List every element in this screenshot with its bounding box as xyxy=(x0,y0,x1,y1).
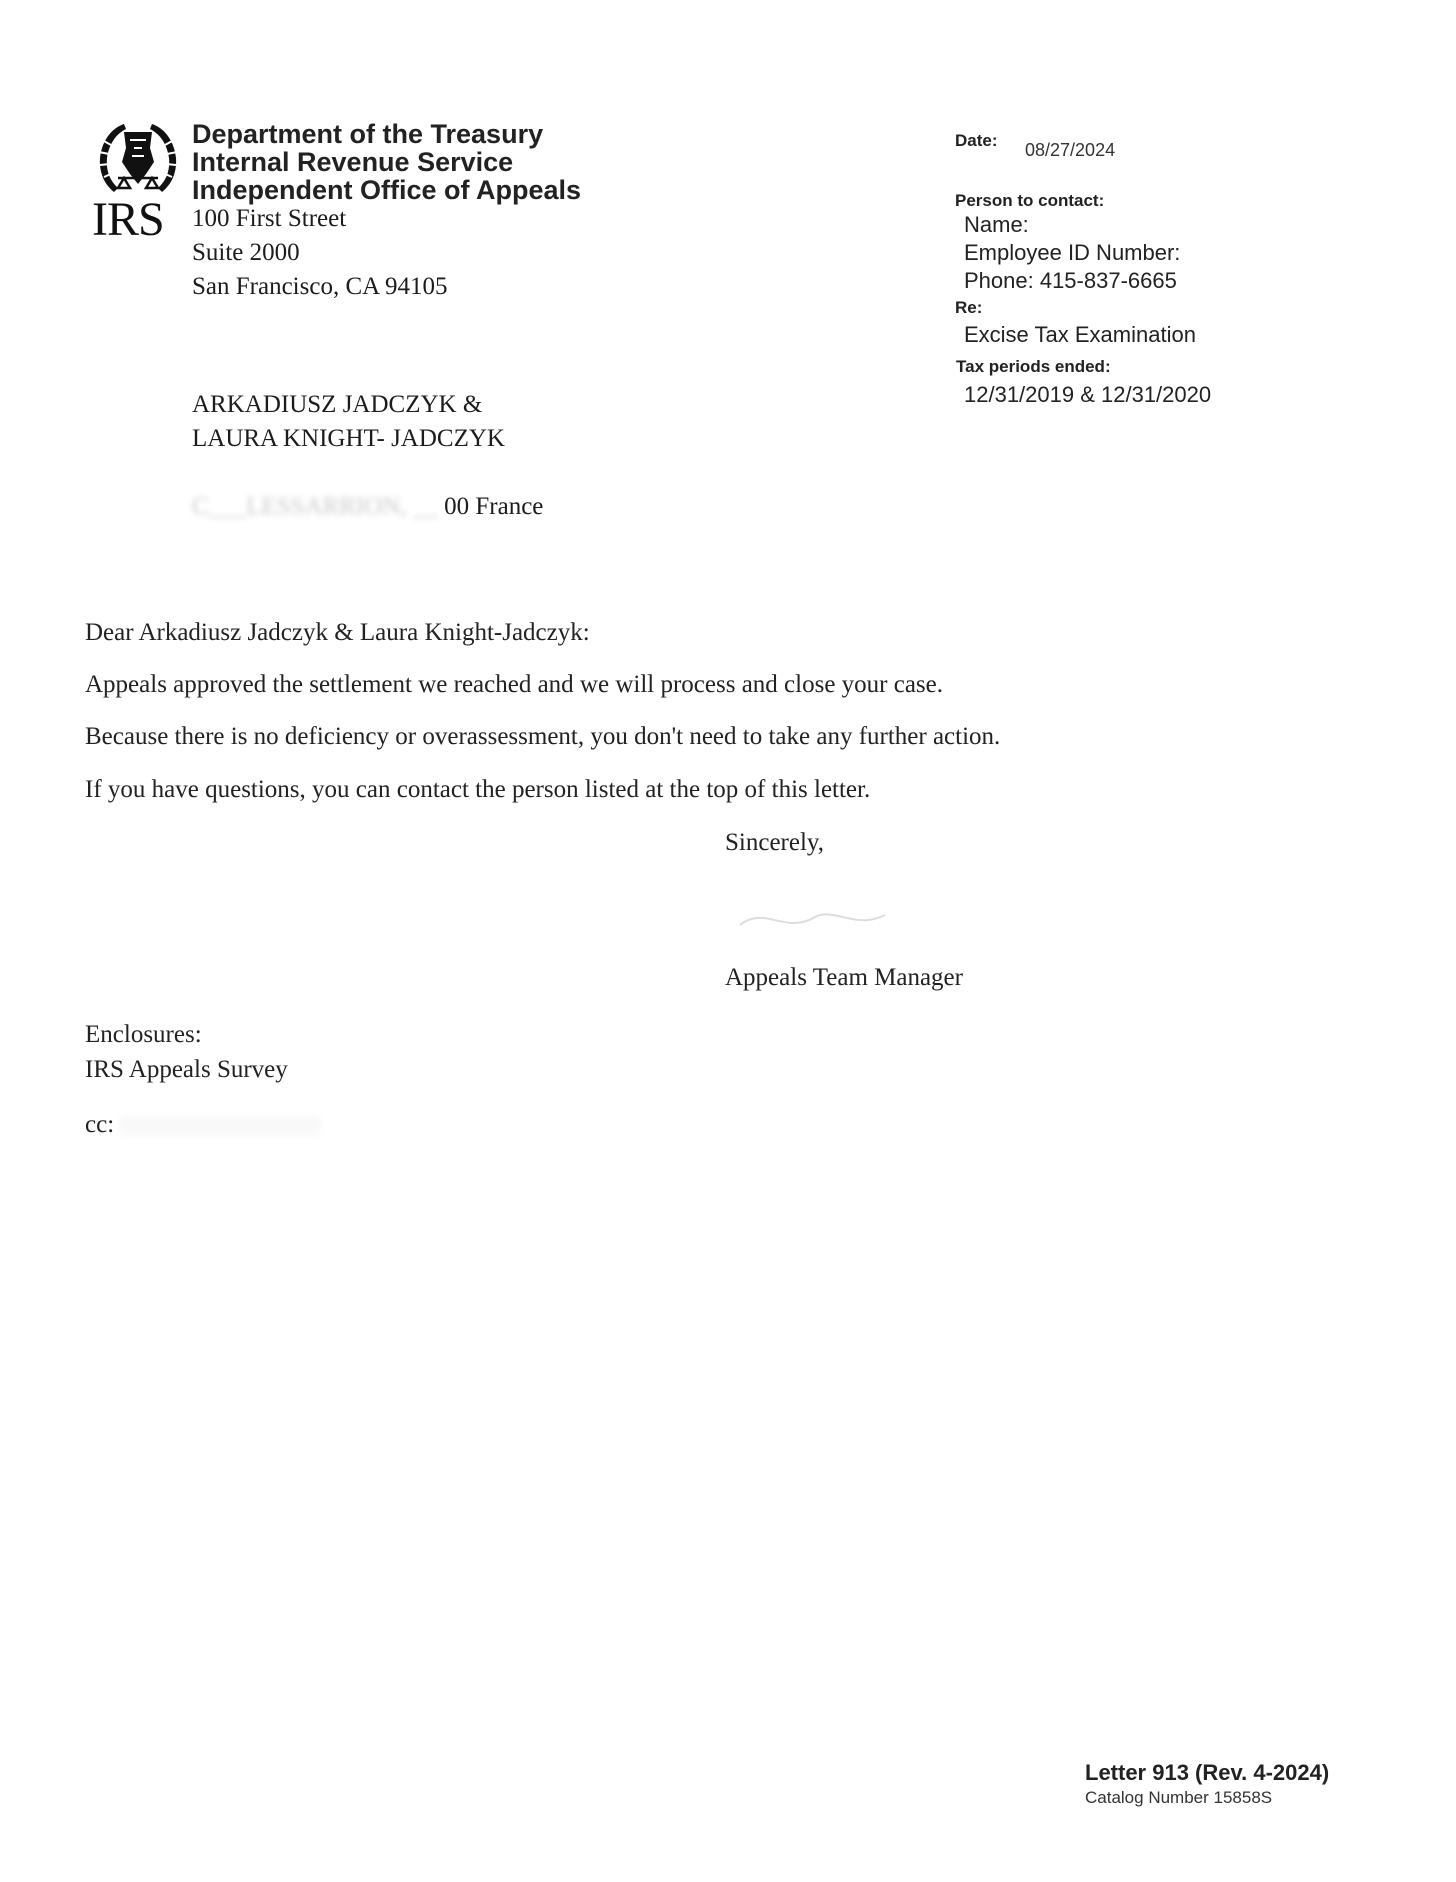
catalog-number: Catalog Number 15858S xyxy=(1085,1788,1273,1807)
cc-label: cc: xyxy=(85,1111,115,1138)
redacted-postal: __ xyxy=(412,493,438,520)
agency-name: Internal Revenue Service xyxy=(192,147,514,177)
body-paragraph-3: If you have questions, you can contact the person listed at the top of this letter. xyxy=(85,776,871,803)
salutation: Dear Arkadiusz Jadczyk & Laura Knight-Jadczyk: xyxy=(85,619,590,646)
contact-name-label: Name: xyxy=(964,212,1029,237)
signature-redacted xyxy=(735,895,915,945)
tax-periods-value: 12/31/2019 & 12/31/2020 xyxy=(964,382,1212,407)
office-suite: Suite 2000 xyxy=(192,239,300,266)
re-value: Excise Tax Examination xyxy=(964,322,1196,347)
body-paragraph-1: Appeals approved the settlement we reached and we will process and close your case. xyxy=(85,671,944,698)
recipient-city-line xyxy=(192,490,543,524)
contact-phone: Phone: 415-837-6665 xyxy=(964,268,1177,293)
office-city: San Francisco, CA 94105 xyxy=(192,273,448,300)
employee-id-label: Employee ID Number: xyxy=(964,240,1181,265)
irs-eagle-icon xyxy=(94,118,182,196)
office-street: 100 First Street xyxy=(192,205,347,232)
irs-logo-text: IRS xyxy=(92,193,164,246)
recipient-country: 00 France xyxy=(444,493,544,520)
closing: Sincerely, xyxy=(725,829,825,856)
office-name: Independent Office of Appeals xyxy=(192,175,582,205)
recipient-line-2: LAURA KNIGHT- JADCZYK xyxy=(192,425,505,452)
dept-name: Department of the Treasury xyxy=(192,119,544,149)
tax-periods-label: Tax periods ended: xyxy=(956,357,1111,376)
signer-title: Appeals Team Manager xyxy=(725,964,963,991)
date-label: Date: xyxy=(955,131,998,150)
form-number: Letter 913 (Rev. 4-2024) xyxy=(1085,1760,1330,1785)
contact-label: Person to contact: xyxy=(955,191,1105,210)
recipient-line-1: ARKADIUSZ JADCZYK & xyxy=(192,391,483,418)
date-value: 08/27/2024 xyxy=(1025,140,1116,160)
enclosure-item: IRS Appeals Survey xyxy=(85,1056,288,1083)
cc-line xyxy=(85,1110,320,1140)
redacted-city: C___LESSARRION, xyxy=(192,493,407,520)
re-label: Re: xyxy=(955,298,983,317)
enclosures-label: Enclosures: xyxy=(85,1021,202,1048)
body-paragraph-2: Because there is no deficiency or overassessment, you don't need to take any further action. xyxy=(85,723,1001,750)
redacted-cc-name xyxy=(120,1116,320,1136)
irs-logo xyxy=(92,118,184,248)
